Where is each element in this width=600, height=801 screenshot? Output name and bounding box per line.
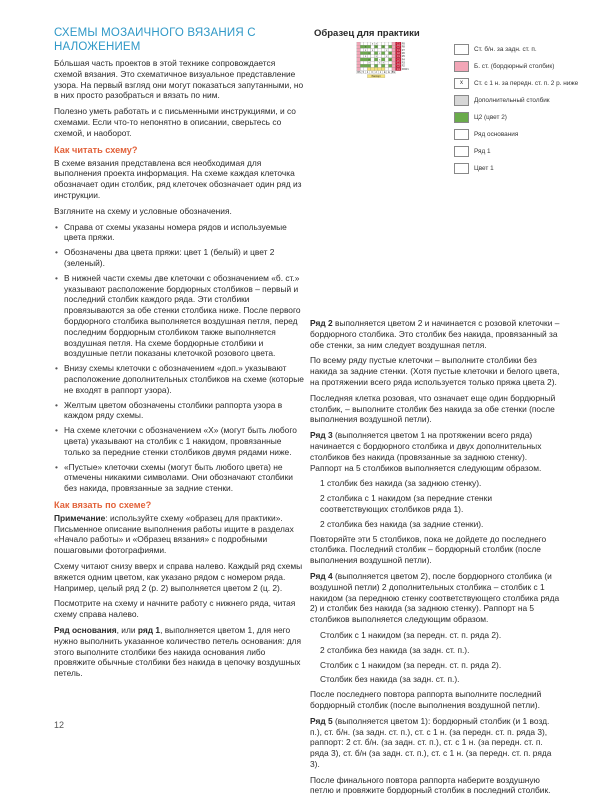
section-title: СХЕМЫ МОЗАИЧНОГО ВЯЗАНИЯ С НАЛОЖЕНИЕМ [54,27,256,53]
chart-bottom-label: BS [357,71,361,75]
chart-color-label: C1 [396,48,400,52]
chart-row-label: R2 [401,64,405,68]
chart-cell [381,58,385,61]
chart-cell [388,55,392,58]
chart-cell-mark: x [379,58,381,62]
paragraph: Последняя клетка розовая, что означает еще один бордюрный столбик, – выполните столбик без накида за обе стенки (после выполнения воздушной петли). [310,392,556,425]
chart-cell [389,58,396,62]
bullet-item: • В нижней части схемы две клеточки с обозначением «б. ст.» указывают расположение бордюрных столбиков – первый и последний столбик каждого ряда. Эти столбики провязываются за обе стенки столбика ниже. После первого бордюрного столбика выполняется воздушная петля, перед последним бордюрным столбиком также выполняется воздушная петля. На схеме бордюрные столбики и воздушные петли показаны клеточкой розового цвета. [54,273,304,359]
chart-cell-mark: x [389,51,391,55]
legend-row [454,112,578,123]
legend-row [454,44,578,55]
chart-cell [381,52,385,55]
chart-cell [360,52,364,55]
chart-cell-mark: x [382,45,384,49]
legend-text: Ряд основания [474,130,519,138]
chart-cell [374,45,378,51]
chart-repeat-label: Раппорт [371,74,381,78]
chart-cell [357,61,361,64]
chart-bottom-label: E [383,71,386,75]
page-number: 12 [54,720,65,730]
chart-title: Образец для практики [314,28,420,39]
chart-cell [357,52,361,55]
chart-cell [388,64,392,67]
legend-swatch [454,163,469,174]
chart-cell [360,42,364,45]
chart-cell [374,64,378,67]
subheading-how-to-knit: Как вязать по схеме? [54,499,152,510]
row4-text: (выполняется цветом 2), после бордюрного столбика (и воздушной петли) 2 дополнительных столбика – столбик с 1 накидом (за переднюю стенку соответствующего столбика ряда 2) и столбик без накида (за заднюю стенку). Раппорт на 5 столбиков выполняется следующим образом. [310,570,560,625]
row-base-text: , выполняется цветом 1, для него нужно выполнить указанное количество петель основания: для этого выполните столбики без накида основания либо провяжите обычные столбики без накида в цепочку воздушных петель. [54,625,302,679]
chart-cell [392,45,396,48]
row-base-mid: , или [116,625,138,636]
chart-bottom-label: 3 [371,71,373,75]
chart-cell-mark: x [375,55,377,59]
chart-cell [381,42,385,45]
note-text: : используйте схему «образец для практики». Письменное описание выполнения работы ищите в разделах «Начало работы» и «Образец вязания» с подробными пошаговыми фотографиями. [54,512,294,556]
chart-cell [357,64,361,67]
legend-swatch [454,44,469,55]
chart-cell [381,55,385,58]
right-column [310,318,560,801]
subheading-how-to-read: Как читать схему? [54,144,138,155]
chart-color-label: C2 [396,45,400,49]
chart-cell [364,52,368,55]
chart-cell [375,42,382,46]
legend-text: Ст. б/н. за задн. ст. п. [474,45,537,53]
chart-cell [371,67,375,70]
chart-cell [375,45,382,49]
chart-row-label: R6 [401,51,405,55]
chart-cell [368,61,375,67]
note-label: Примечание [54,512,106,523]
legend-text: Дополнительный столбик [474,96,550,104]
chart-cell [389,51,396,55]
chart-color-label: C1 [396,61,400,65]
chart-cell [392,67,396,70]
row3-label: Ряд 3 [310,430,333,441]
chart-cell [371,55,375,58]
chart-cell [371,45,375,48]
legend-swatch [454,95,469,106]
chart-cell [388,67,392,70]
row2-label: Ряд 2 [310,318,333,328]
chart-bottom-label: BS [391,71,395,75]
legend-bullets [54,222,304,494]
legend-text: Б. ст. (бордюрный столбик) [474,62,555,70]
bullet-item: • На схеме клеточки с обозначением «X» (могут быть любого цвета) указывают на столбик с 1 накидом, провязанные только за передние стенки столбиков двумя рядами ниже. [54,425,304,457]
left-column [54,26,304,684]
chart-cell [367,55,371,58]
chart-cell [365,45,371,51]
chart-cell [388,48,392,51]
row5-paragraph [310,716,560,770]
row1-label: ряд 1 [137,625,161,636]
chart-row-label: R8 [401,45,405,49]
chart-cell [360,55,364,58]
row4-item: 2 столбика без накида (за задн. ст. п.). [320,644,470,655]
legend-swatch [454,112,469,123]
note-paragraph [54,513,304,556]
chart-cell [364,42,368,45]
chart-bottom-label: E [388,71,390,75]
knit-paragraph-1: Схему читают снизу вверх и справа налево. Каждый ряд схемы вяжется одним цветом, как указано рядом с номером ряда. Например, целый ряд 2 (р. 2) выполняется цветом 2 (ц. 2). [54,561,303,593]
chart-cell [381,67,385,70]
chart-cell [364,67,368,70]
legend-text: Цвет 1 [474,164,494,172]
row4-item: Столбик без накида (за задн. ст. п.). [320,674,460,685]
read-paragraph-2: Взгляните на схему и условные обозначения. [54,205,232,216]
chart-cell [392,61,396,64]
chart-cell [382,61,389,67]
chart-row-label: R7 [401,48,405,52]
bullet-item: • Справа от схемы указаны номера рядов и используемые цвета пряжи. [54,222,304,244]
row2-text: выполняется цветом 2 и начинается с розовой клеточки – бордюрного столбика. Это столбик без накида, провязанный за обе стенки, за ним следует воздушная петля. [310,318,560,350]
chart-cell [374,61,378,64]
knit-paragraph-2: Посмотрите на схему и начните работу с нижнего ряда, читая схему справа налево. [54,598,296,620]
chart-cell-mark: x [365,48,367,52]
chart-cell [378,67,382,70]
chart-cell-mark: x [375,45,377,49]
chart-cell-mark: x [379,61,381,65]
chart-bottom-label: 1 [379,71,382,75]
chart-cell [381,45,385,51]
row5-label: Ряд 5 [310,715,333,726]
row3-item: 2 столбика без накида (за задние стенки). [320,518,484,529]
chart-bottom-label: 5 [362,71,364,75]
chart-row-label: R3 [401,61,405,65]
legend-swatch [454,61,469,72]
legend-text: Ст. с 1 н. за передн. ст. п. 2 р. ниже [474,79,579,87]
paragraph: Повторяйте эти 5 столбиков, пока не дойдете до последнего столбика. Последний столбик – бордюрный столбик (после выполнения воздушной петли). [310,533,547,566]
chart-row-label: R9 [401,42,405,46]
chart-cell [360,48,364,51]
chart-cell [392,64,396,67]
legend-row [454,95,578,106]
chart-color-label: C1 [396,67,400,71]
chart-color-label: C2 [396,64,400,68]
row4-paragraph [310,571,560,625]
bullet-item: • Внизу схемы клеточки с обозначением «доп.» указывают расположение дополнительных столбиков на схеме (которые не входят в раппорт узора). [54,363,304,395]
chart-cell [364,58,368,61]
chart-cell [367,67,371,70]
chart-cell-mark: x [389,58,391,62]
legend-row [454,163,578,174]
legend-swatch: x [454,78,469,89]
chart-cell [367,42,371,45]
bullet-item: • «Пустые» клеточки схемы (могут быть любого цвета) не отмечены никакими символами. Они обозначают столбики без накида, провязанные за задние стенки. [54,462,304,494]
chart-cell [364,61,368,64]
chart-cell [360,67,364,70]
chart-cell [360,61,364,64]
paragraph: После финального повтора раппорта наберите воздушную петлю и провяжите бордюрный столбик в последний столбик. [310,774,551,796]
row4-item: Столбик с 1 накидом (за передн. ст. п. ряда 2). [320,629,502,640]
chart-cell [385,67,389,70]
chart-cell [360,45,364,48]
chart-row-label: FR/R1 [401,67,409,71]
chart-cell [385,58,389,61]
chart-color-label: C1 [396,42,400,46]
chart-cell [367,45,371,48]
legend-swatch [454,129,469,140]
chart-cell-mark: x [368,51,370,55]
chart-cell [357,55,361,58]
row3-paragraph [310,430,560,473]
legend-text: Ряд 1 [474,147,491,155]
chart-cell [357,42,361,45]
chart-cell [379,61,385,67]
chart-cell [374,67,378,70]
row2-paragraph [310,318,560,350]
chart-row-label: R4 [401,58,405,62]
chart-cell [374,58,378,61]
chart-cell [388,61,392,64]
chart-row-label: R5 [401,55,405,59]
chart-cell [368,58,375,62]
chart-cell [357,58,361,61]
chart-cell [374,52,378,55]
chart-cell-mark: x [368,58,370,62]
chart-cell-mark: x [375,42,377,46]
chart-cell [367,61,371,67]
chart-cell-mark: x [386,48,388,52]
paragraph: По всему ряду пустые клеточки – выполните столбики без накида за задние стенки. (Хотя пустые клеточки и белого цвета, на протяжении всего ряда используется только пряжа цвета 2). [310,355,560,387]
chart-cell [378,61,382,67]
chart-cell [392,48,396,51]
legend-row [454,61,578,72]
chart-cell-mark: x [365,55,367,59]
chart-cell [382,61,389,65]
chart-cell [368,51,375,55]
chart-cell [357,45,361,48]
chart-cell [360,64,364,67]
intro-paragraph-1: Бо́льшая часть проектов в этой технике сопровождается схемой вязания. Это схематичное визуальное представление узора. На первый взгляд они могут показаться запутанными, но в них просто разобраться и вязать по ним. [54,58,304,101]
row-base-label: Ряд основания [54,625,117,636]
chart-cell-mark: x [379,51,381,55]
row3-text: (выполняется цветом 1 на протяжении всего ряда) начинается с бордюрного столбика и двух дополнительных столбиков без накида (провязанные за заднюю стенку). Раппорт на 5 столбиков выполняется следующим образом. [310,430,542,473]
chart-cell [357,67,361,70]
chart-cell-mark: x [382,61,384,65]
row3-item: 2 столбика с 1 накидом (за передние стенки соответствующих столбиков ряда 1). [320,493,493,514]
legend-row [454,146,578,157]
chart-cell-mark: x [386,55,388,59]
chart-cell [382,45,389,49]
chart-cell-mark: x [365,45,367,49]
chart-cell [385,52,389,55]
legend-swatch [454,146,469,157]
chart-cell [364,64,368,67]
chart-cell [392,42,396,45]
chart-legend [454,44,578,180]
practice-chart [314,42,450,143]
legend-row [454,78,578,89]
row-base-paragraph [54,625,304,679]
chart-cell [357,48,361,51]
row4-item: Столбик с 1 накидом (за передн. ст. п. ряда 2). [320,659,502,670]
chart-cell [388,42,392,45]
intro-paragraph-2: Полезно уметь работать и с письменными инструкциями, и со схемами. Если что-то непонятно в описании, сверьтесь со схемой, и наоборот. [54,106,296,138]
row3-item: 1 столбик без накида (за заднюю стенку). [320,478,482,489]
chart-cell [385,42,389,45]
chart-color-label: C2 [396,58,400,62]
chart-color-label: C1 [396,55,400,59]
chart-bottom-label: 4 [366,71,369,75]
legend-row [454,129,578,140]
paragraph: После последнего повтора раппорта выполните последний бордюрный столбик (после выполнения воздушной петли). [310,689,542,710]
chart-bottom-label: 2 [375,71,377,75]
chart-cell [360,58,364,61]
bullet-item: • Обозначены два цвета пряжи: цвет 1 (белый) и цвет 2 (зеленый). [54,247,304,269]
row4-label: Ряд 4 [310,570,333,581]
chart-cell [375,45,382,51]
chart-cell-mark: x [372,42,374,46]
chart-cell-mark: x [368,61,370,65]
bullet-item: • Желтым цветом обозначены столбики раппорта узора в каждом ряду схемы. [54,400,304,422]
row5-text: (выполняется цветом 1): бордюрный столбик (и 1 возд. п.), ст. б/н. (за задн. ст. п.), ст. с 1 н. (за передн. ст. п. ряда 3), раппорт: 2 ст. б/н. (за задн. ст. п.), ст. с 1 н. (за передн. ст. п. ряда 3), ст. б/н (за задн. ст. п.), ст. с 1 н. (за передн. ст. п. ряда 3). [310,715,552,769]
chart-cell [368,61,375,65]
chart-cell-mark: x [372,48,374,52]
read-paragraph-1: В схеме вязания представлена вся необходимая для выполнения проекта информация. На схеме каждая клеточка обозначает один столбик, ряд клеточек обозначает один ряд из инструкции. [54,157,302,200]
chart-color-label: C2 [396,51,400,55]
legend-text: Ц2 (цвет 2) [474,113,507,121]
chart-cell [388,45,392,48]
chart-cell [375,55,382,59]
chart-cell [392,55,396,58]
